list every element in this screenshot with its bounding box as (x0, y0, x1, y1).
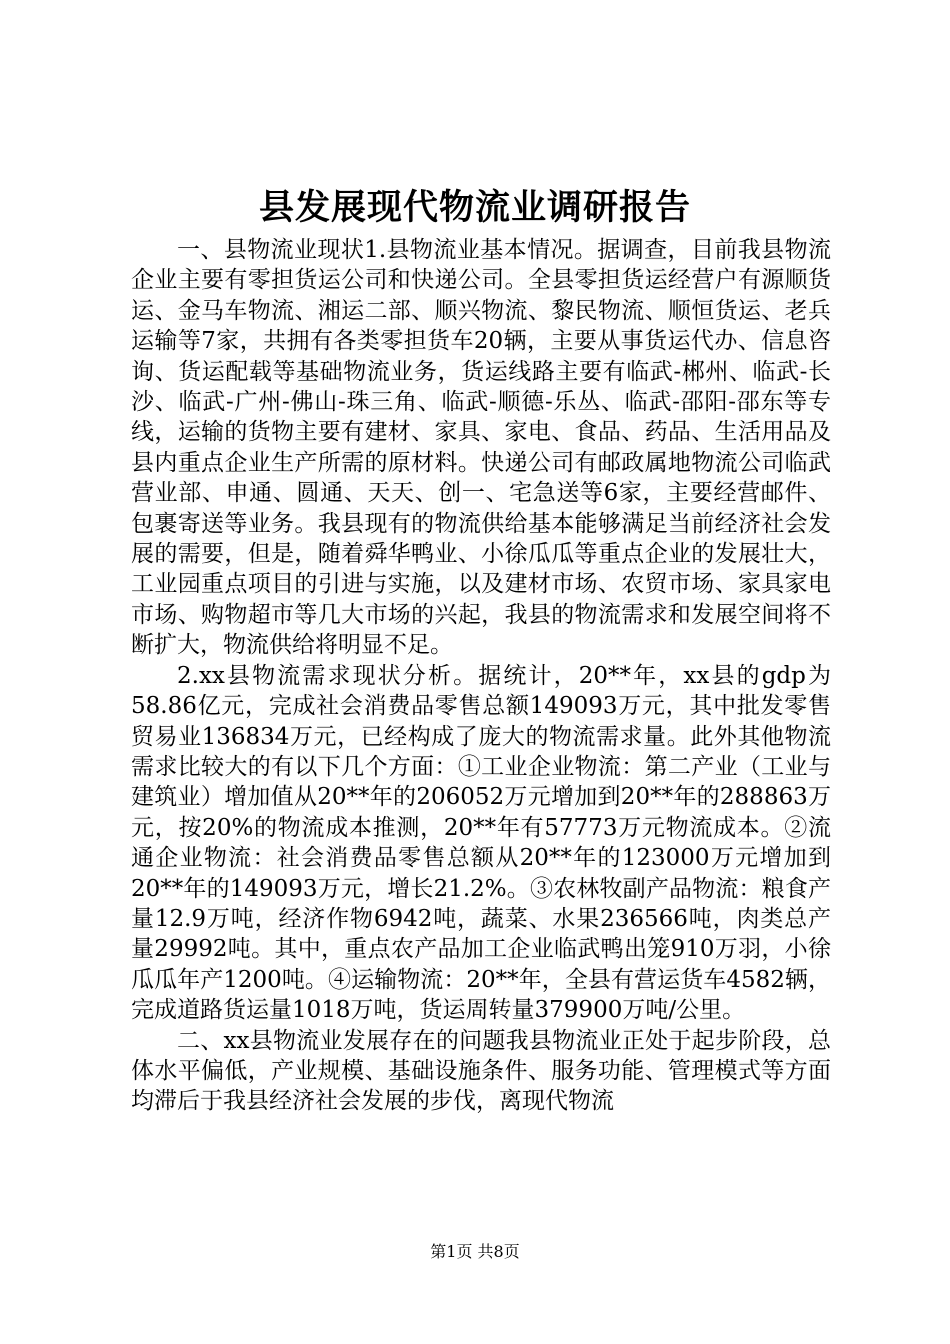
document-title: 县发展现代物流业调研报告 (258, 187, 691, 228)
paragraph-2: 2.xx县物流需求现状分析。据统计，20**年，xx县的gdp为58.86亿元，完成社会消费品零售总额149093万元，其中批发零售贸易业136834万元，已经构成了庞大的物流需求量。此外其他物流需求比较大的有以下几个方面：①工业企业物流：第二产业（工业与建筑业）增加值从20**年的206052万元增加到20**年的288863万元，按20%的物流成本推测，20**年有57773万元物流成本。②流通企业物流：社会消费品零售总额从20**年的123000万元增加到20**年的149093万元，增长21.2%。③农林牧副产品物流：粮食产量12.9万吨，经济作物6942吨，蔬菜、水果236566吨，肉类总产量29992吨。其中，重点农产品加工企业临武鸭出笼910万羽，小徐瓜瓜年产1200吨。④运输物流：20**年，全县有营运货车4582辆，完成道路货运量1018万吨，货运周转量379900万吨/公里。 (131, 662, 831, 1024)
page-number-footer: 第1页 共8页 (430, 1242, 520, 1261)
paragraph-1: 一、县物流业现状1.县物流业基本情况。据调查，目前我县物流企业主要有零担货运公司和快递公司。全县零担货运经营户有源顺货运、金马车物流、湘运二部、顺兴物流、黎民物流、顺恒货运、老兵运输等7家，共拥有各类零担货车20辆，主要从事货运代办、信息咨询、货运配载等基础物流业务，货运线路主要有临武-郴州、临武-长沙、临武-广州-佛山-珠三角、临武-顺德-乐丛、临武-邵阳-邵东等专线，运输的货物主要有建材、家具、家电、食品、药品、生活用品及县内重点企业生产所需的原材料。快递公司有邮政属地物流公司临武营业部、申通、圆通、天天、创一、宅急送等6家，主要经营邮件、包裹寄送等业务。我县现有的物流供给基本能够满足当前经济社会发展的需要，但是，随着舜华鸭业、小徐瓜瓜等重点企业的发展壮大，工业园重点项目的引进与实施，以及建材市场、农贸市场、家具家电市场、购物超市等几大市场的兴起，我县的物流需求和发展空间将不断扩大，物流供给将明显不足。 (131, 237, 831, 659)
document-body (131, 235, 831, 1117)
paragraph-3: 二、xx县物流业发展存在的问题我县物流业正处于起步阶段，总体水平偏低，产业规模、基础设施条件、服务功能、管理模式等方面均滞后于我县经济社会发展的步伐，离现代物流 (131, 1027, 831, 1115)
